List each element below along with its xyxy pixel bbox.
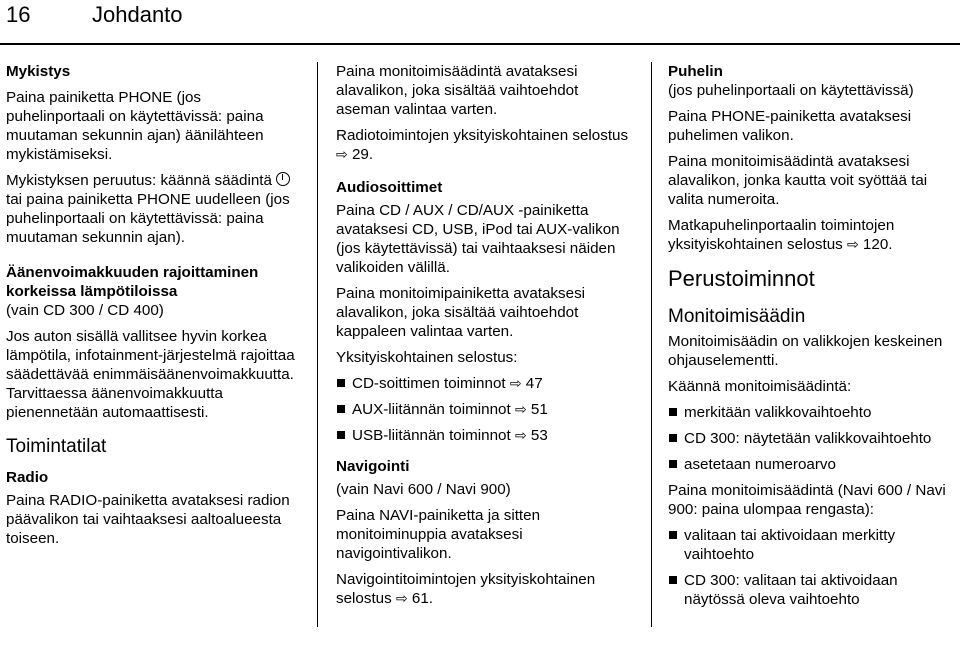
- square-bullet-icon: [337, 405, 345, 413]
- radio-reference: Radiotoimintojen yksityiskohtainen selostus ⇨ 29.: [336, 127, 629, 163]
- modes-heading: Toimintatilat: [6, 436, 107, 457]
- arrow-ref-icon: ⇨: [509, 375, 522, 391]
- list-item: asetetaan numeroarvo: [668, 455, 956, 474]
- arrow-ref-icon: ⇨: [846, 236, 859, 252]
- mute-paragraph: Paina painiketta PHONE (jos puhelinportaali on käytettävissä: paina muutaman sekunnin ajan) äänilähteen mykistämiseksi.: [6, 89, 264, 163]
- column-3: [668, 62, 956, 616]
- phone-reference: Matkapuhelinportaalin toimintojen yksityiskohtainen selostus ⇨ 120.: [668, 217, 895, 253]
- phone-paragraph: Paina PHONE-painiketta avataksesi puhelimen valikon.: [668, 108, 912, 144]
- list-item: AUX-liitännän toiminnot ⇨ 51: [336, 400, 632, 419]
- list-item: CD 300: valitaan tai aktivoidaan näytössä oleva vaihtoehto: [668, 571, 956, 609]
- list-item: merkitään valikkovaihtoehto: [668, 403, 956, 422]
- phone-subtitle: (jos puhelinportaali on käytettävissä): [668, 82, 914, 99]
- audio-heading: Audiosoittimet: [336, 179, 443, 196]
- header-rule: [0, 43, 960, 45]
- nav-subtitle: (vain Navi 600 / Navi 900): [336, 481, 511, 498]
- unmute-paragraph: Mykistyksen peruutus: käännä säädintä tai paina painiketta PHONE uudelleen (jos puhelinportaali on käytettävissä: paina muutaman sekunnin ajan).: [6, 172, 290, 246]
- turn-intro: Käännä monitoimisäädintä:: [668, 378, 852, 395]
- list-item: CD 300: näytetään valikkovaihtoehto: [668, 429, 956, 448]
- audio-submenu-paragraph: Paina monitoimipainiketta avataksesi alavalikon, joka sisältää vaihtoehdot kappaleen valintaa varten.: [336, 285, 586, 340]
- volume-limit-heading: Äänenvoimakkuuden rajoittaminen korkeissa lämpötiloissa: [6, 264, 259, 300]
- knob-heading: Monitoimisäädin: [668, 306, 806, 327]
- knob-paragraph: Monitoimisäädin on valikkojen keskeinen ohjauselementti.: [668, 333, 943, 369]
- arrow-ref-icon: ⇨: [514, 401, 527, 417]
- nav-heading: Navigointi: [336, 458, 410, 475]
- list-item: USB-liitännän toiminnot ⇨ 53: [336, 426, 632, 445]
- page-header: [0, 0, 960, 44]
- square-bullet-icon: [669, 531, 677, 539]
- radio-heading: Radio: [6, 469, 49, 486]
- power-knob-icon: [276, 172, 290, 186]
- square-bullet-icon: [337, 379, 345, 387]
- phone-heading: Puhelin: [668, 63, 723, 80]
- page-number: 16: [6, 2, 31, 27]
- press-list: [668, 526, 956, 609]
- square-bullet-icon: [669, 576, 677, 584]
- press-intro: Paina monitoimisäädintä (Navi 600 / Navi 900: paina ulompaa rengasta):: [668, 482, 946, 518]
- square-bullet-icon: [669, 460, 677, 468]
- column-divider: [317, 62, 318, 627]
- volume-limit-paragraph: Jos auton sisällä vallitsee hyvin korkea lämpötila, infotainment-järjestelmä rajoittaa säädettävää enimmäisäänenvoimakkuutta. Tarvittaessa äänenvoimakkuutta pienennetään automaattisesti.: [6, 328, 295, 421]
- column-divider: [651, 62, 652, 627]
- details-intro: Yksityiskohtainen selostus:: [336, 349, 518, 366]
- audio-detail-list: [336, 374, 632, 445]
- nav-paragraph: Paina NAVI-painiketta ja sitten monitoiminuppia avataksesi navigointivalikon.: [336, 507, 541, 562]
- arrow-ref-icon: ⇨: [395, 590, 408, 606]
- basic-functions-heading: Perustoiminnot: [668, 266, 815, 291]
- list-item: valitaan tai aktivoidaan merkitty vaihtoehto: [668, 526, 956, 564]
- radio-paragraph: Paina RADIO-painiketta avataksesi radion päävalikon tai vaihtaaksesi aaltoalueesta toiseen.: [6, 492, 290, 547]
- audio-paragraph: Paina CD / AUX / CD/AUX -painiketta avataksesi CD, USB, iPod tai AUX-valikon (jos käytettävissä) tai vaihtaaksesi näiden valikoiden välillä.: [336, 202, 620, 276]
- arrow-ref-icon: ⇨: [336, 146, 348, 162]
- volume-limit-subtitle: (vain CD 300 / CD 400): [6, 302, 164, 319]
- turn-list: [668, 403, 956, 474]
- phone-submenu-paragraph: Paina monitoimisäädintä avataksesi alavalikon, jonka kautta voit syöttää tai valita numeroita.: [668, 153, 928, 208]
- square-bullet-icon: [669, 408, 677, 416]
- square-bullet-icon: [669, 434, 677, 442]
- radio-submenu-paragraph: Paina monitoimisäädintä avataksesi alavalikon, joka sisältää vaihtoehdot aseman valintaa varten.: [336, 63, 579, 118]
- column-2: [336, 62, 632, 615]
- chapter-title: Johdanto: [92, 2, 183, 27]
- list-item: CD-soittimen toiminnot ⇨ 47: [336, 374, 632, 393]
- mute-heading: Mykistys: [6, 63, 71, 80]
- nav-reference: Navigointitoimintojen yksityiskohtainen selostus ⇨ 61.: [336, 571, 596, 607]
- square-bullet-icon: [337, 431, 345, 439]
- arrow-ref-icon: ⇨: [514, 427, 527, 443]
- column-1: [6, 62, 302, 555]
